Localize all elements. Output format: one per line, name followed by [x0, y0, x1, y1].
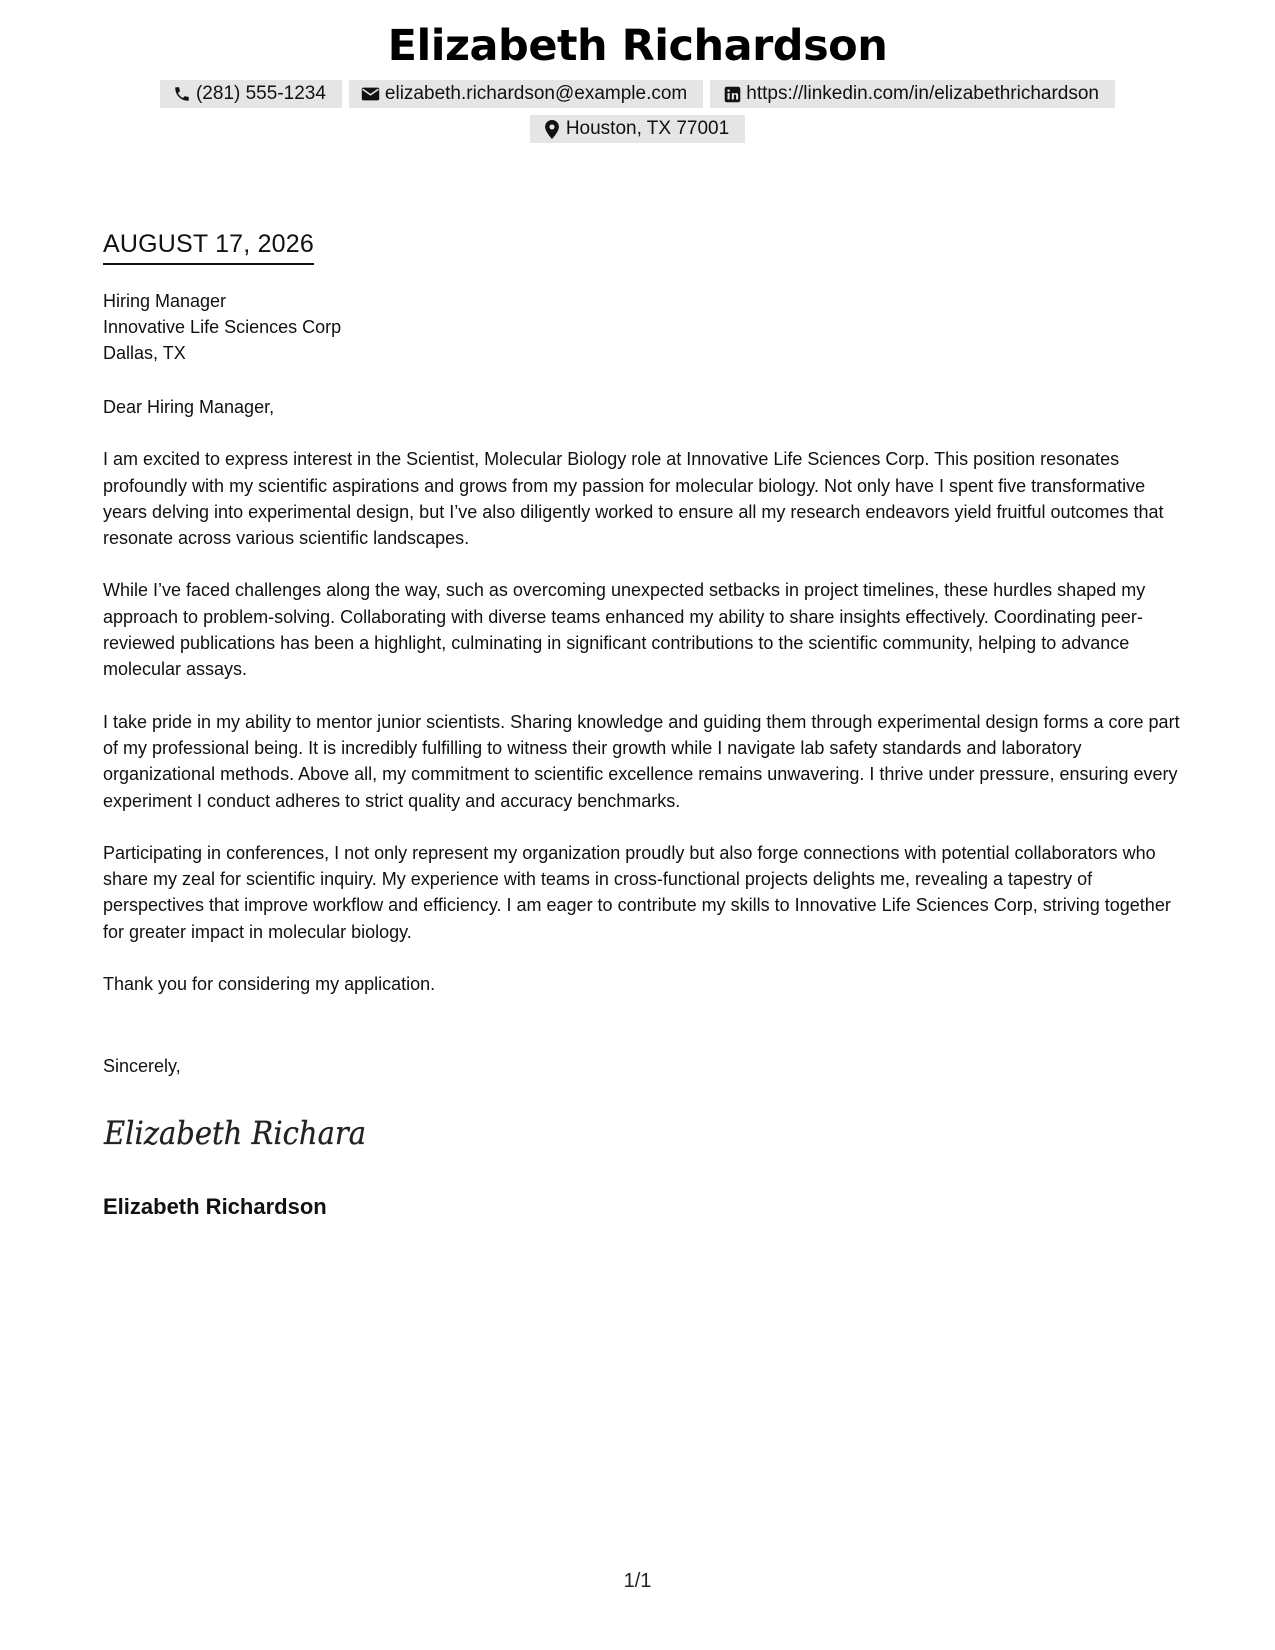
signature-image — [102, 1108, 372, 1158]
recipient-location: Dallas, TX — [103, 343, 186, 363]
paragraph: While I’ve faced challenges along the way, such as overcoming unexpected setbacks in project timelines, these hurdles shaped my approach to problem-solving. Collaborating with diverse teams enhanced my ability to share insights effectively. Coordinating peer-reviewed publications has been a highlight, culminating in significant contributions to the scientific community, helping to advance molecular assays. — [103, 580, 1146, 680]
email-chip[interactable] — [349, 80, 703, 108]
page-number: 1/1 — [623, 1570, 652, 1592]
recipient-company: Innovative Life Sciences Corp — [103, 317, 342, 337]
applicant-name: Elizabeth Richardson — [387, 21, 888, 71]
recipient-title: Hiring Manager — [103, 291, 227, 311]
email-text: elizabeth.richardson@example.com — [384, 83, 688, 104]
letter-body — [103, 394, 1183, 1023]
linkedin-text: https://linkedin.com/in/elizabethrichardson — [746, 83, 1099, 104]
signer-name: Elizabeth Richardson — [103, 1194, 327, 1219]
phone-text: (281) 555-1234 — [195, 83, 326, 104]
letter-date: AUGUST 17, 2026 — [103, 228, 314, 265]
paragraph: Thank you for considering my application. — [103, 974, 436, 995]
paragraph: I take pride in my ability to mentor junior scientists. Sharing knowledge and guiding them through experimental design forms a core part of my professional being. It is incredibly fulfilling to witness their growth while I navigate lab safety standards and laboratory organizational methods. Above all, my commitment to scientific excellence remains unwavering. I thrive under pressure, ensuring every experiment I conduct adheres to strict quality and accuracy benchmarks. — [103, 711, 1180, 811]
paragraph: Participating in conferences, I not only represent my organization proudly but also forge connections with potential collaborators who share my zeal for scientific inquiry. My experience with teams in cross-functional projects delights me, revealing a tapestry of perspectives that improve workflow and efficiency. I am eager to contribute my skills to Innovative Life Sciences Corp, striving together for greater impact in molecular biology. — [103, 842, 1171, 942]
linkedin-chip[interactable] — [710, 80, 1115, 108]
location-text: Houston, TX 77001 — [565, 118, 730, 139]
phone-icon — [172, 84, 192, 104]
phone-chip[interactable] — [160, 80, 342, 108]
contact-bar — [0, 80, 1275, 108]
contact-bar-secondary — [0, 115, 1275, 143]
salutation: Dear Hiring Manager, — [103, 397, 275, 417]
location-chip — [530, 115, 745, 143]
map-marker-icon — [542, 119, 562, 139]
paragraph: I am excited to express interest in the Scientist, Molecular Biology role at Innovative Life Sciences Corp. This position resonates profoundly with my scientific aspirations and grows from my passion for molecular biology. Not only have I spent five transformative years delving into experimental design, but I’ve also diligently worked to ensure all my research endeavors yield fruitful outcomes that resonate across various scientific landscapes. — [103, 449, 1164, 549]
envelope-icon — [361, 84, 381, 104]
closing: Sincerely, — [103, 1056, 181, 1076]
recipient-block — [103, 288, 341, 366]
linkedin-icon — [722, 84, 742, 104]
svg-text:Elizabeth Richara: Elizabeth Richara — [103, 1114, 366, 1152]
